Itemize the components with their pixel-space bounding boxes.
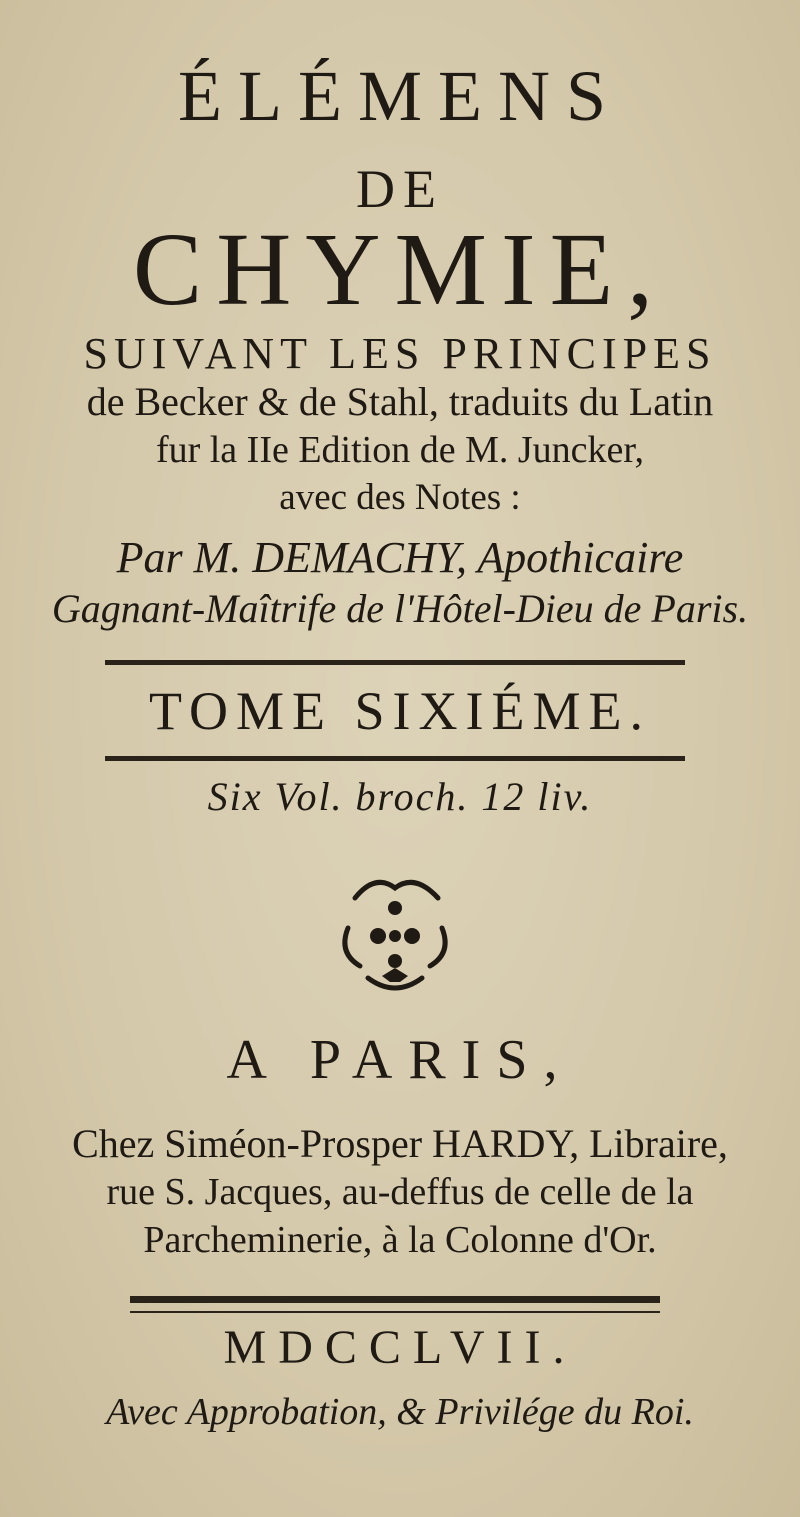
imprint-rule-thin <box>130 1311 660 1313</box>
publisher-line: Chez Siméon-Prosper HARDY, Libraire, <box>72 1121 728 1166</box>
top-rule <box>105 660 685 665</box>
author-line: Par M. DEMACHY, Apothicaire <box>116 533 684 582</box>
author-affiliation: Gagnant-Maîtrife de l'Hôtel-Dieu de Paris. <box>51 586 749 631</box>
bottom-rule <box>105 756 685 761</box>
price-note: Six Vol. broch. 12 liv. <box>207 774 593 819</box>
subtitle-principes: SUIVANT LES PRINCIPES <box>83 329 717 378</box>
subtitle-authors: de Becker & de Stahl, traduits du Latin <box>86 379 714 424</box>
title-line-chymie: CHYMIE, <box>132 212 668 327</box>
approbation-note: Avec Approbation, & Privilége du Roi. <box>106 1391 694 1433</box>
subtitle-notes: avec des Notes : <box>279 477 521 518</box>
volume-label: TOME SIXIÉME. <box>149 681 651 741</box>
title-line-elemens: ÉLÉMENS <box>178 56 622 136</box>
place-of-publication: A PARIS, <box>226 1029 574 1091</box>
publication-year: MDCCLVII. <box>223 1321 577 1374</box>
imprint-rule-thick <box>130 1296 660 1303</box>
publisher-sign: Parcheminerie, à la Colonne d'Or. <box>143 1219 657 1261</box>
publisher-address: rue S. Jacques, au-deffus de celle de la <box>106 1171 694 1213</box>
title-line-de: DE <box>356 159 444 219</box>
printers-fleuron-icon <box>320 858 470 1008</box>
subtitle-edition: fur la IIe Edition de M. Juncker, <box>155 429 645 471</box>
